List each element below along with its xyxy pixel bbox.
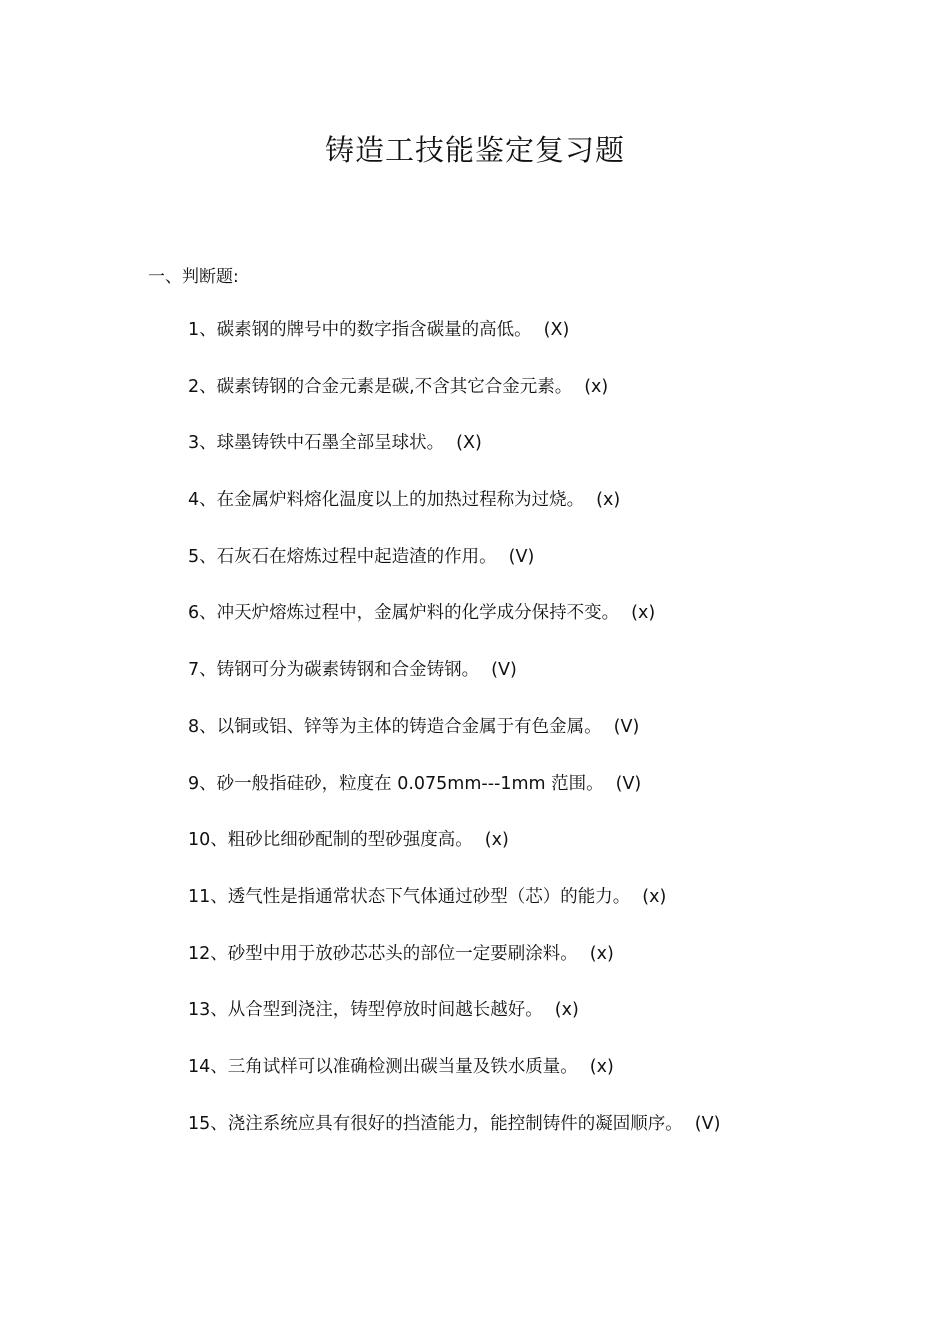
question-text: 12、砂型中用于放砂芯芯头的部位一定要刷涂料。	[188, 943, 578, 964]
question-answer: (V)	[491, 660, 517, 681]
document-title: 铸造工技能鉴定复习题	[324, 133, 625, 167]
question-item	[188, 598, 720, 655]
question-answer: (x)	[596, 490, 621, 511]
question-answer: (V)	[508, 546, 535, 567]
question-text: 6、冲天炉熔炼过程中，金属炉料的化学成分保持不变。	[188, 603, 620, 624]
question-item	[188, 1052, 720, 1109]
question-answer: (V)	[615, 773, 642, 794]
question-item	[188, 825, 720, 882]
question-text: 3、球墨铸铁中石墨全部呈球状。	[188, 433, 445, 454]
question-item	[188, 542, 720, 599]
question-text: 14、三角试样可以准确检测出碳当量及铁水质量。	[188, 1056, 578, 1077]
question-answer: (X)	[543, 320, 570, 340]
question-text: 9、砂一般指硅砂，粒度在 0.075mm---1mm 范围。	[188, 773, 604, 794]
question-text: 15、浇注系统应具有很好的挡渣能力，能控制铸件的凝固顺序。	[188, 1113, 683, 1134]
question-item	[188, 995, 720, 1052]
question-answer: (x)	[642, 886, 667, 907]
question-text: 11、透气性是指通常状态下气体通过砂型（芯）的能力。	[188, 886, 631, 907]
question-item	[188, 655, 720, 712]
question-answer: (x)	[589, 943, 614, 964]
question-answer: (x)	[584, 376, 609, 397]
question-text: 5、石灰石在熔炼过程中起造渣的作用。	[188, 546, 497, 567]
question-item	[188, 485, 720, 542]
section-heading: 一、判断题:	[148, 267, 239, 287]
question-answer: (V)	[613, 716, 640, 737]
question-text: 13、从合型到浇注，铸型停放时间越长越好。	[188, 1000, 543, 1021]
question-item	[188, 769, 720, 826]
question-item	[188, 712, 720, 769]
question-text: 1、碳素钢的牌号中的数字指含碳量的高低。	[188, 320, 532, 340]
question-item	[188, 372, 720, 429]
question-text: 7、铸钢可分为碳素铸钢和合金铸钢。	[188, 660, 480, 681]
question-text: 4、在金属炉料熔化温度以上的加热过程称为过烧。	[188, 490, 585, 511]
question-text: 10、粗砂比细砂配制的型砂强度高。	[188, 830, 473, 851]
question-text: 8、以铜或铝、锌等为主体的铸造合金属于有色金属。	[188, 716, 602, 737]
question-text: 2、碳素铸钢的合金元素是碳,不含其它合金元素。	[188, 376, 573, 397]
question-answer: (x)	[631, 603, 656, 624]
question-answer: (x)	[484, 830, 509, 851]
question-item	[188, 882, 720, 939]
question-item	[188, 315, 720, 372]
question-item	[188, 1109, 720, 1166]
question-answer: (V)	[694, 1113, 721, 1134]
question-item	[188, 939, 720, 996]
question-item	[188, 428, 720, 485]
question-answer: (x)	[589, 1056, 614, 1077]
question-list	[188, 315, 720, 1165]
question-answer: (X)	[456, 433, 482, 454]
question-answer: (x)	[554, 1000, 579, 1021]
